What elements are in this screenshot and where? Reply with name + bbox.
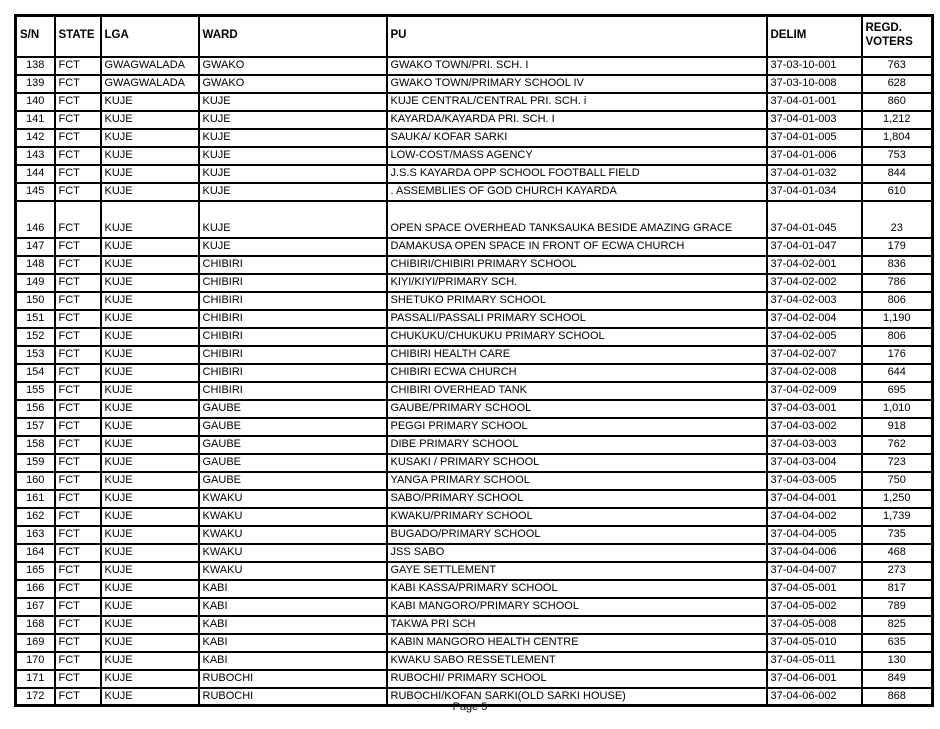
- cell-ward: GWAKO: [199, 57, 387, 75]
- column-header-voters: REGD. VOTERS: [862, 16, 933, 57]
- cell-voters: 753: [862, 147, 933, 165]
- cell-pu: BUGADO/PRIMARY SCHOOL: [387, 526, 767, 544]
- table-row: [16, 454, 933, 472]
- cell-ward: RUBOCHI: [199, 688, 387, 706]
- header-row: [16, 16, 933, 57]
- cell-ward: KABI: [199, 616, 387, 634]
- cell-ward: GAUBE: [199, 472, 387, 490]
- cell-state: FCT: [55, 634, 101, 652]
- cell-ward: CHIBIRI: [199, 382, 387, 400]
- cell-voters: 468: [862, 544, 933, 562]
- cell-delim: 37-04-02-004: [767, 310, 862, 328]
- table-row: [16, 400, 933, 418]
- table-row: [16, 201, 933, 238]
- page-number: Page 5: [452, 701, 488, 713]
- cell-delim: 37-04-04-001: [767, 490, 862, 508]
- cell-pu: J.S.S KAYARDA OPP SCHOOL FOOTBALL FIELD: [387, 165, 767, 183]
- cell-ward: RUBOCHI: [199, 670, 387, 688]
- table-row: [16, 93, 933, 111]
- cell-voters: 817: [862, 580, 933, 598]
- cell-delim: 37-04-05-002: [767, 598, 862, 616]
- cell-state: FCT: [55, 562, 101, 580]
- table-row: [16, 111, 933, 129]
- cell-state: FCT: [55, 382, 101, 400]
- cell-pu: KWAKU SABO RESSETLEMENT: [387, 652, 767, 670]
- cell-delim: 37-04-04-006: [767, 544, 862, 562]
- table-row: [16, 472, 933, 490]
- table-row: [16, 436, 933, 454]
- cell-ward: KWAKU: [199, 526, 387, 544]
- cell-lga: KUJE: [101, 598, 199, 616]
- cell-ward: KUJE: [199, 165, 387, 183]
- cell-pu: CHIBIRI OVERHEAD TANK: [387, 382, 767, 400]
- table-row: [16, 544, 933, 562]
- cell-delim: 37-04-01-005: [767, 129, 862, 147]
- cell-delim: 37-04-01-001: [767, 93, 862, 111]
- cell-voters: 273: [862, 562, 933, 580]
- cell-lga: KUJE: [101, 436, 199, 454]
- cell-sn: 145: [16, 183, 55, 201]
- cell-delim: 37-04-03-002: [767, 418, 862, 436]
- cell-pu: KUJE CENTRAL/CENTRAL PRI. SCH. i: [387, 93, 767, 111]
- cell-delim: 37-04-02-002: [767, 274, 862, 292]
- cell-sn: 143: [16, 147, 55, 165]
- cell-sn: 148: [16, 256, 55, 274]
- cell-state: FCT: [55, 418, 101, 436]
- cell-state: FCT: [55, 238, 101, 256]
- cell-state: FCT: [55, 490, 101, 508]
- cell-pu: KABI MANGORO/PRIMARY SCHOOL: [387, 598, 767, 616]
- table-row: [16, 292, 933, 310]
- cell-delim: 37-04-05-011: [767, 652, 862, 670]
- cell-lga: KUJE: [101, 238, 199, 256]
- cell-sn: 169: [16, 634, 55, 652]
- cell-state: FCT: [55, 328, 101, 346]
- table-row: [16, 508, 933, 526]
- table-row: [16, 75, 933, 93]
- cell-delim: 37-04-04-002: [767, 508, 862, 526]
- cell-sn: 157: [16, 418, 55, 436]
- cell-ward: KABI: [199, 580, 387, 598]
- cell-pu: SABO/PRIMARY SCHOOL: [387, 490, 767, 508]
- cell-pu: GWAKO TOWN/PRI. SCH. I: [387, 57, 767, 75]
- cell-state: FCT: [55, 400, 101, 418]
- cell-ward: KUJE: [199, 129, 387, 147]
- cell-ward: KABI: [199, 598, 387, 616]
- cell-pu: DAMAKUSA OPEN SPACE IN FRONT OF ECWA CHURCH: [387, 238, 767, 256]
- cell-pu: CHIBIRI ECWA CHURCH: [387, 364, 767, 382]
- cell-delim: 37-04-01-045: [767, 201, 862, 238]
- cell-sn: 159: [16, 454, 55, 472]
- cell-ward: CHIBIRI: [199, 328, 387, 346]
- cell-pu: CHUKUKU/CHUKUKU PRIMARY SCHOOL: [387, 328, 767, 346]
- cell-delim: 37-04-04-007: [767, 562, 862, 580]
- cell-state: FCT: [55, 526, 101, 544]
- cell-pu: KUSAKI / PRIMARY SCHOOL: [387, 454, 767, 472]
- cell-voters: 849: [862, 670, 933, 688]
- cell-sn: 151: [16, 310, 55, 328]
- cell-sn: 168: [16, 616, 55, 634]
- cell-voters: 786: [862, 274, 933, 292]
- cell-delim: 37-04-05-010: [767, 634, 862, 652]
- cell-ward: CHIBIRI: [199, 346, 387, 364]
- cell-state: FCT: [55, 201, 101, 238]
- cell-sn: 142: [16, 129, 55, 147]
- cell-sn: 170: [16, 652, 55, 670]
- column-header-delim: DELIM: [767, 16, 862, 57]
- cell-ward: GWAKO: [199, 75, 387, 93]
- cell-voters: 176: [862, 346, 933, 364]
- cell-voters: 1,250: [862, 490, 933, 508]
- cell-voters: 844: [862, 165, 933, 183]
- table-row: [16, 57, 933, 75]
- table-row: [16, 310, 933, 328]
- column-header-sn: S/N: [16, 16, 55, 57]
- cell-voters: 763: [862, 57, 933, 75]
- cell-voters: 1,212: [862, 111, 933, 129]
- cell-sn: 172: [16, 688, 55, 706]
- cell-state: FCT: [55, 310, 101, 328]
- cell-lga: KUJE: [101, 111, 199, 129]
- cell-state: FCT: [55, 472, 101, 490]
- cell-sn: 156: [16, 400, 55, 418]
- cell-ward: KUJE: [199, 238, 387, 256]
- table-row: [16, 418, 933, 436]
- cell-voters: 628: [862, 75, 933, 93]
- cell-ward: GAUBE: [199, 436, 387, 454]
- cell-state: FCT: [55, 346, 101, 364]
- cell-lga: KUJE: [101, 490, 199, 508]
- cell-lga: KUJE: [101, 508, 199, 526]
- cell-state: FCT: [55, 129, 101, 147]
- cell-delim: 37-04-02-009: [767, 382, 862, 400]
- cell-sn: 146: [16, 201, 55, 238]
- cell-delim: 37-04-04-005: [767, 526, 862, 544]
- cell-pu: KIYI/KIYI/PRIMARY SCH.: [387, 274, 767, 292]
- cell-delim: 37-04-02-007: [767, 346, 862, 364]
- cell-voters: 695: [862, 382, 933, 400]
- cell-ward: KABI: [199, 634, 387, 652]
- cell-voters: 868: [862, 688, 933, 706]
- cell-voters: 750: [862, 472, 933, 490]
- table-row: [16, 670, 933, 688]
- cell-state: FCT: [55, 616, 101, 634]
- cell-voters: 735: [862, 526, 933, 544]
- table-row: [16, 274, 933, 292]
- cell-delim: 37-04-06-002: [767, 688, 862, 706]
- cell-pu: SAUKA/ KOFAR SARKI: [387, 129, 767, 147]
- cell-lga: KUJE: [101, 454, 199, 472]
- cell-lga: KUJE: [101, 562, 199, 580]
- cell-delim: 37-03-10-008: [767, 75, 862, 93]
- cell-lga: KUJE: [101, 129, 199, 147]
- cell-lga: KUJE: [101, 256, 199, 274]
- cell-ward: CHIBIRI: [199, 310, 387, 328]
- cell-state: FCT: [55, 670, 101, 688]
- table-row: [16, 580, 933, 598]
- cell-delim: 37-04-02-005: [767, 328, 862, 346]
- cell-sn: 158: [16, 436, 55, 454]
- cell-lga: KUJE: [101, 580, 199, 598]
- cell-pu: . ASSEMBLIES OF GOD CHURCH KAYARDA: [387, 183, 767, 201]
- cell-lga: KUJE: [101, 400, 199, 418]
- cell-sn: 140: [16, 93, 55, 111]
- cell-delim: 37-04-01-006: [767, 147, 862, 165]
- cell-ward: GAUBE: [199, 454, 387, 472]
- cell-state: FCT: [55, 292, 101, 310]
- cell-state: FCT: [55, 75, 101, 93]
- cell-voters: 1,190: [862, 310, 933, 328]
- cell-voters: 1,739: [862, 508, 933, 526]
- cell-lga: KUJE: [101, 183, 199, 201]
- cell-delim: 37-04-02-008: [767, 364, 862, 382]
- cell-pu: YANGA PRIMARY SCHOOL: [387, 472, 767, 490]
- cell-pu: RUBOCHI/KOFAN SARKI(OLD SARKI HOUSE): [387, 688, 767, 706]
- cell-state: FCT: [55, 544, 101, 562]
- cell-ward: KUJE: [199, 201, 387, 238]
- cell-lga: GWAGWALADA: [101, 75, 199, 93]
- cell-lga: KUJE: [101, 165, 199, 183]
- cell-ward: CHIBIRI: [199, 256, 387, 274]
- table-row: [16, 346, 933, 364]
- cell-state: FCT: [55, 580, 101, 598]
- cell-lga: KUJE: [101, 418, 199, 436]
- cell-voters: 179: [862, 238, 933, 256]
- cell-voters: 610: [862, 183, 933, 201]
- table-container: [14, 14, 934, 707]
- cell-sn: 160: [16, 472, 55, 490]
- cell-sn: 162: [16, 508, 55, 526]
- cell-ward: GAUBE: [199, 418, 387, 436]
- cell-delim: 37-03-10-001: [767, 57, 862, 75]
- cell-state: FCT: [55, 57, 101, 75]
- polling-units-table: [14, 14, 934, 707]
- cell-pu: SHETUKO PRIMARY SCHOOL: [387, 292, 767, 310]
- table-row: [16, 129, 933, 147]
- cell-pu: PEGGI PRIMARY SCHOOL: [387, 418, 767, 436]
- cell-delim: 37-04-03-001: [767, 400, 862, 418]
- cell-voters: 1,010: [862, 400, 933, 418]
- cell-voters: 836: [862, 256, 933, 274]
- cell-lga: KUJE: [101, 201, 199, 238]
- cell-pu: OPEN SPACE OVERHEAD TANKSAUKA BESIDE AMAZING GRACE: [387, 201, 767, 238]
- cell-sn: 154: [16, 364, 55, 382]
- cell-lga: KUJE: [101, 328, 199, 346]
- cell-delim: 37-04-01-003: [767, 111, 862, 129]
- cell-voters: 635: [862, 634, 933, 652]
- cell-state: FCT: [55, 256, 101, 274]
- table-row: [16, 616, 933, 634]
- cell-voters: 918: [862, 418, 933, 436]
- cell-pu: TAKWA PRI SCH: [387, 616, 767, 634]
- cell-voters: 1,804: [862, 129, 933, 147]
- cell-voters: 789: [862, 598, 933, 616]
- cell-sn: 155: [16, 382, 55, 400]
- cell-sn: 166: [16, 580, 55, 598]
- cell-sn: 138: [16, 57, 55, 75]
- column-header-pu: PU: [387, 16, 767, 57]
- cell-delim: 37-04-03-003: [767, 436, 862, 454]
- table-row: [16, 526, 933, 544]
- cell-delim: 37-04-02-001: [767, 256, 862, 274]
- column-header-lga: LGA: [101, 16, 199, 57]
- cell-pu: LOW-COST/MASS AGENCY: [387, 147, 767, 165]
- cell-sn: 152: [16, 328, 55, 346]
- cell-state: FCT: [55, 147, 101, 165]
- table-row: [16, 147, 933, 165]
- cell-lga: KUJE: [101, 147, 199, 165]
- cell-pu: KABI KASSA/PRIMARY SCHOOL: [387, 580, 767, 598]
- cell-voters: 825: [862, 616, 933, 634]
- cell-lga: KUJE: [101, 652, 199, 670]
- cell-lga: KUJE: [101, 292, 199, 310]
- cell-sn: 150: [16, 292, 55, 310]
- cell-lga: KUJE: [101, 526, 199, 544]
- table-row: [16, 598, 933, 616]
- cell-lga: KUJE: [101, 670, 199, 688]
- cell-sn: 161: [16, 490, 55, 508]
- cell-voters: 723: [862, 454, 933, 472]
- cell-state: FCT: [55, 183, 101, 201]
- cell-ward: CHIBIRI: [199, 274, 387, 292]
- cell-ward: KUJE: [199, 147, 387, 165]
- cell-ward: GAUBE: [199, 400, 387, 418]
- cell-delim: 37-04-03-004: [767, 454, 862, 472]
- cell-pu: KAYARDA/KAYARDA PRI. SCH. I: [387, 111, 767, 129]
- cell-delim: 37-04-01-034: [767, 183, 862, 201]
- cell-voters: 806: [862, 292, 933, 310]
- cell-sn: 163: [16, 526, 55, 544]
- table-row: [16, 183, 933, 201]
- cell-ward: KUJE: [199, 93, 387, 111]
- cell-ward: KUJE: [199, 183, 387, 201]
- cell-sn: 164: [16, 544, 55, 562]
- cell-ward: KWAKU: [199, 508, 387, 526]
- cell-pu: CHIBIRI/CHIBIRI PRIMARY SCHOOL: [387, 256, 767, 274]
- cell-lga: KUJE: [101, 544, 199, 562]
- cell-lga: KUJE: [101, 472, 199, 490]
- cell-state: FCT: [55, 111, 101, 129]
- cell-pu: RUBOCHI/ PRIMARY SCHOOL: [387, 670, 767, 688]
- cell-ward: KWAKU: [199, 562, 387, 580]
- cell-pu: KABIN MANGORO HEALTH CENTRE: [387, 634, 767, 652]
- cell-lga: KUJE: [101, 364, 199, 382]
- cell-delim: 37-04-01-032: [767, 165, 862, 183]
- cell-voters: 644: [862, 364, 933, 382]
- cell-pu: KWAKU/PRIMARY SCHOOL: [387, 508, 767, 526]
- cell-delim: 37-04-05-008: [767, 616, 862, 634]
- cell-state: FCT: [55, 598, 101, 616]
- cell-pu: DIBE PRIMARY SCHOOL: [387, 436, 767, 454]
- table-row: [16, 165, 933, 183]
- cell-sn: 139: [16, 75, 55, 93]
- cell-pu: PASSALI/PASSALI PRIMARY SCHOOL: [387, 310, 767, 328]
- cell-voters: 762: [862, 436, 933, 454]
- cell-sn: 149: [16, 274, 55, 292]
- cell-sn: 171: [16, 670, 55, 688]
- cell-ward: KUJE: [199, 111, 387, 129]
- cell-delim: 37-04-03-005: [767, 472, 862, 490]
- cell-state: FCT: [55, 454, 101, 472]
- cell-delim: 37-04-01-047: [767, 238, 862, 256]
- cell-sn: 144: [16, 165, 55, 183]
- cell-lga: KUJE: [101, 346, 199, 364]
- cell-lga: KUJE: [101, 634, 199, 652]
- cell-delim: 37-04-05-001: [767, 580, 862, 598]
- cell-voters: 860: [862, 93, 933, 111]
- cell-pu: JSS SABO: [387, 544, 767, 562]
- cell-pu: GWAKO TOWN/PRIMARY SCHOOL IV: [387, 75, 767, 93]
- cell-sn: 153: [16, 346, 55, 364]
- cell-lga: KUJE: [101, 93, 199, 111]
- table-row: [16, 238, 933, 256]
- cell-voters: 806: [862, 328, 933, 346]
- table-row: [16, 328, 933, 346]
- table-row: [16, 634, 933, 652]
- cell-state: FCT: [55, 364, 101, 382]
- column-header-state: STATE: [55, 16, 101, 57]
- column-header-ward: WARD: [199, 16, 387, 57]
- cell-delim: 37-04-06-001: [767, 670, 862, 688]
- table-row: [16, 562, 933, 580]
- table-row: [16, 652, 933, 670]
- table-row: [16, 256, 933, 274]
- table-row: [16, 382, 933, 400]
- table-row: [16, 364, 933, 382]
- cell-pu: GAYE SETTLEMENT: [387, 562, 767, 580]
- cell-state: FCT: [55, 436, 101, 454]
- cell-state: FCT: [55, 688, 101, 706]
- cell-pu: GAUBE/PRIMARY SCHOOL: [387, 400, 767, 418]
- cell-sn: 165: [16, 562, 55, 580]
- cell-voters: 130: [862, 652, 933, 670]
- cell-lga: GWAGWALADA: [101, 57, 199, 75]
- cell-ward: KABI: [199, 652, 387, 670]
- cell-state: FCT: [55, 652, 101, 670]
- cell-state: FCT: [55, 508, 101, 526]
- cell-state: FCT: [55, 93, 101, 111]
- cell-delim: 37-04-02-003: [767, 292, 862, 310]
- cell-ward: CHIBIRI: [199, 292, 387, 310]
- table-row: [16, 490, 933, 508]
- cell-lga: KUJE: [101, 616, 199, 634]
- cell-sn: 147: [16, 238, 55, 256]
- cell-state: FCT: [55, 165, 101, 183]
- cell-sn: 167: [16, 598, 55, 616]
- cell-state: FCT: [55, 274, 101, 292]
- cell-lga: KUJE: [101, 382, 199, 400]
- cell-ward: KWAKU: [199, 490, 387, 508]
- cell-voters: 23: [862, 201, 933, 238]
- cell-lga: KUJE: [101, 274, 199, 292]
- cell-lga: KUJE: [101, 688, 199, 706]
- cell-lga: KUJE: [101, 310, 199, 328]
- cell-ward: CHIBIRI: [199, 364, 387, 382]
- cell-sn: 141: [16, 111, 55, 129]
- cell-ward: KWAKU: [199, 544, 387, 562]
- cell-pu: CHIBIRI HEALTH CARE: [387, 346, 767, 364]
